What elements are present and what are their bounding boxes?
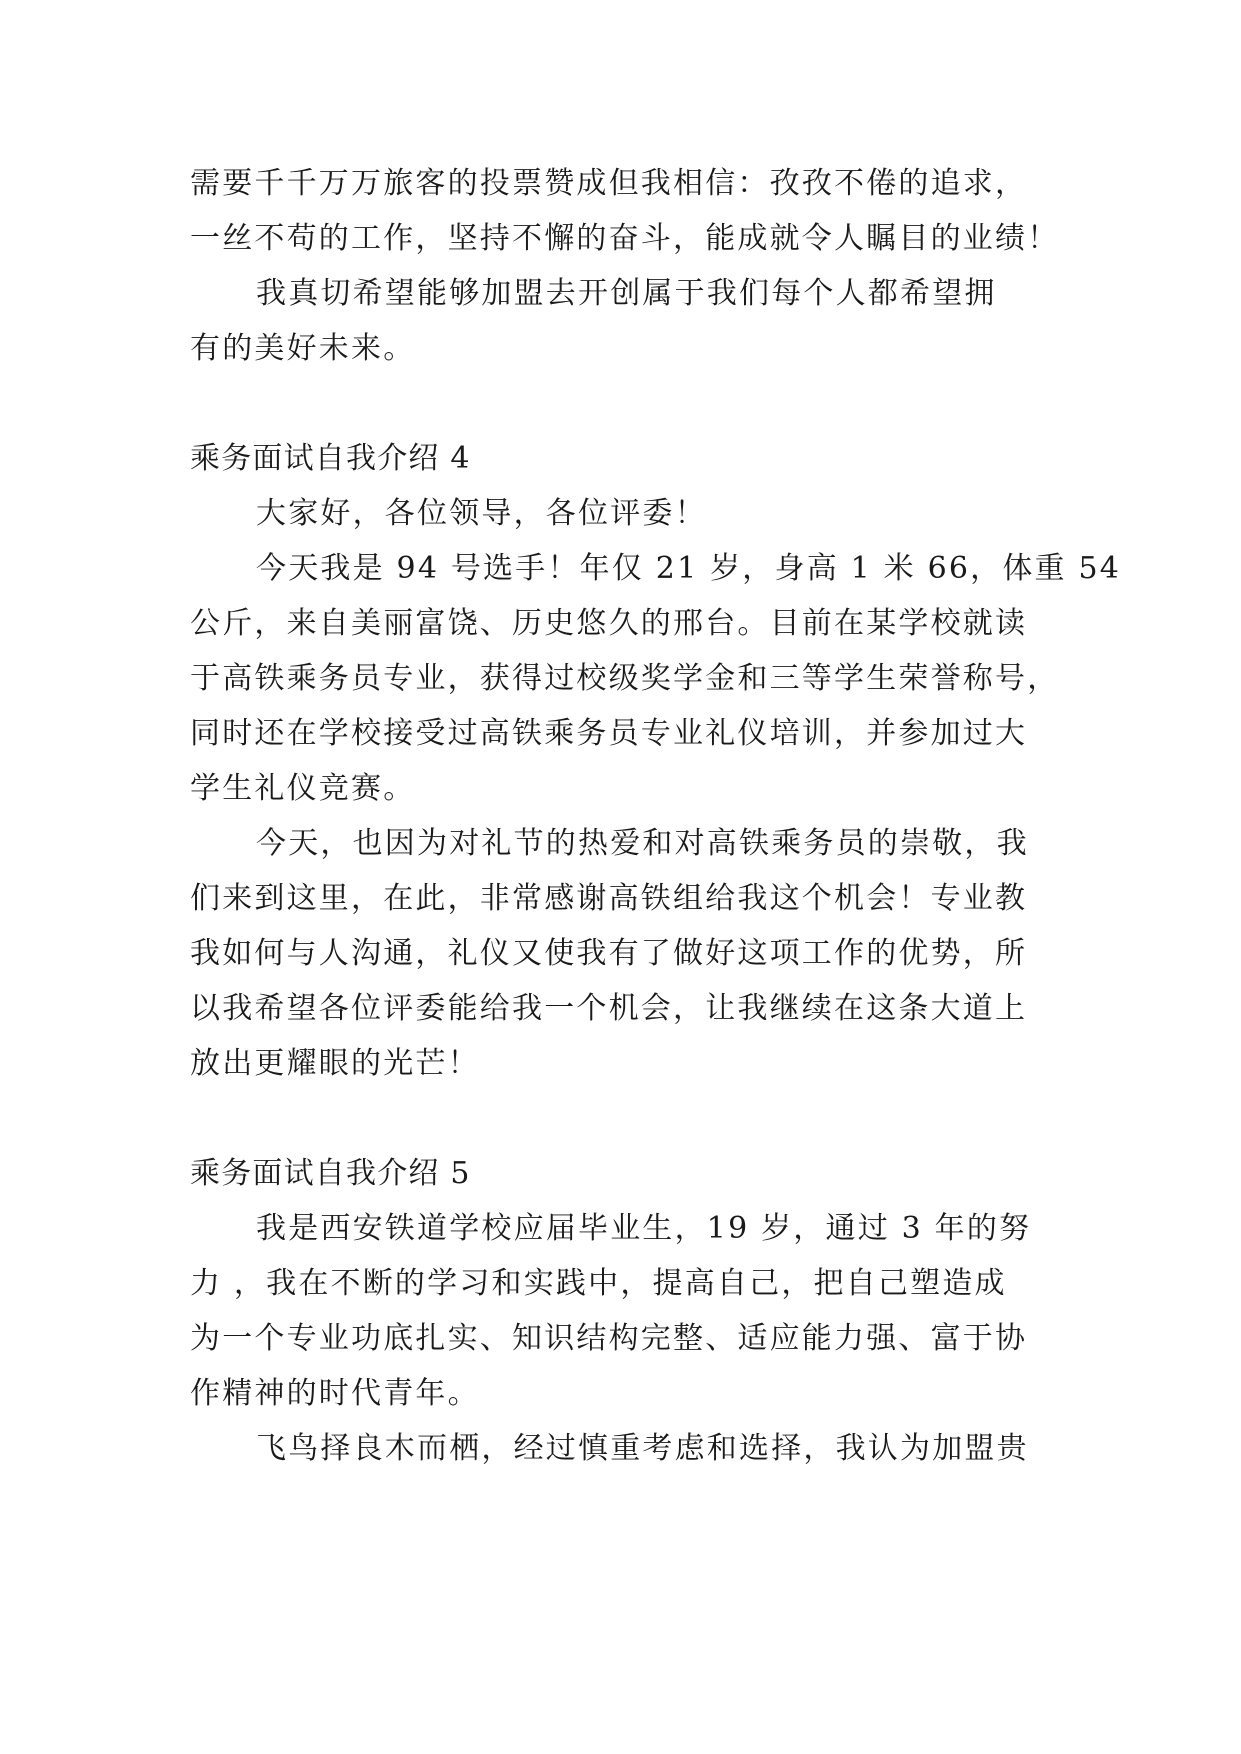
text-line: 们来到这里，在此，非常感谢高铁组给我这个机会！专业教 — [190, 881, 1028, 916]
text-line: 有的美好未来。 — [190, 331, 416, 366]
text-line: 今天，也因为对礼节的热爱和对高铁乘务员的崇敬，我 — [256, 826, 1029, 861]
text-line: 作精神的时代青年。 — [190, 1376, 480, 1411]
text-line: 公斤，来自美丽富饶、历史悠久的邢台。目前在某学校就读 — [190, 606, 1028, 641]
text-line: 学生礼仪竞赛。 — [190, 771, 416, 806]
text-line: 一丝不苟的工作，坚持不懈的奋斗，能成就令人瞩目的业绩！ — [190, 221, 1060, 256]
paragraph — [190, 1201, 1060, 1421]
section-gap — [190, 1091, 1060, 1146]
text-line: 于高铁乘务员专业，获得过校级奖学金和三等学生荣誉称号， — [190, 661, 1060, 696]
section-gap — [190, 376, 1060, 431]
text-line: 以我希望各位评委能给我一个机会，让我继续在这条大道上 — [190, 991, 1028, 1026]
text-line: 飞鸟择良木而栖，经过慎重考虑和选择，我认为加盟贵 — [256, 1431, 1029, 1466]
paragraph — [190, 266, 1060, 376]
paragraph — [190, 541, 1122, 816]
section-heading: 乘务面试自我介绍 5 — [190, 1156, 471, 1191]
paragraph — [190, 1421, 1060, 1476]
text-line: 需要千千万万旅客的投票赞成但我相信：孜孜不倦的追求， — [190, 166, 1028, 201]
text-line: 今天我是 94 号选手！年仅 21 岁，身高 1 米 66，体重 54 — [256, 551, 1122, 586]
text-line: 大家好，各位领导，各位评委！ — [256, 496, 707, 531]
text-line: 我是西安铁道学校应届毕业生，19 岁，通过 3 年的努 — [256, 1211, 1032, 1246]
paragraph — [190, 816, 1060, 1091]
text-line: 放出更耀眼的光芒！ — [190, 1046, 480, 1081]
text-line: 力 ，我在不断的学习和实践中，提高自己，把自己塑造成 — [190, 1266, 1007, 1301]
text-line: 我如何与人沟通，礼仪又使我有了做好这项工作的优势，所 — [190, 936, 1028, 971]
text-line: 为一个专业功底扎实、知识结构完整、适应能力强、富于协 — [190, 1321, 1028, 1356]
text-line: 我真切希望能够加盟去开创属于我们每个人都希望拥 — [256, 276, 997, 311]
document-body — [190, 156, 1122, 1476]
paragraph — [190, 156, 1060, 266]
paragraph — [190, 486, 1060, 541]
section-heading: 乘务面试自我介绍 4 — [190, 441, 471, 476]
text-line: 同时还在学校接受过高铁乘务员专业礼仪培训，并参加过大 — [190, 716, 1028, 751]
